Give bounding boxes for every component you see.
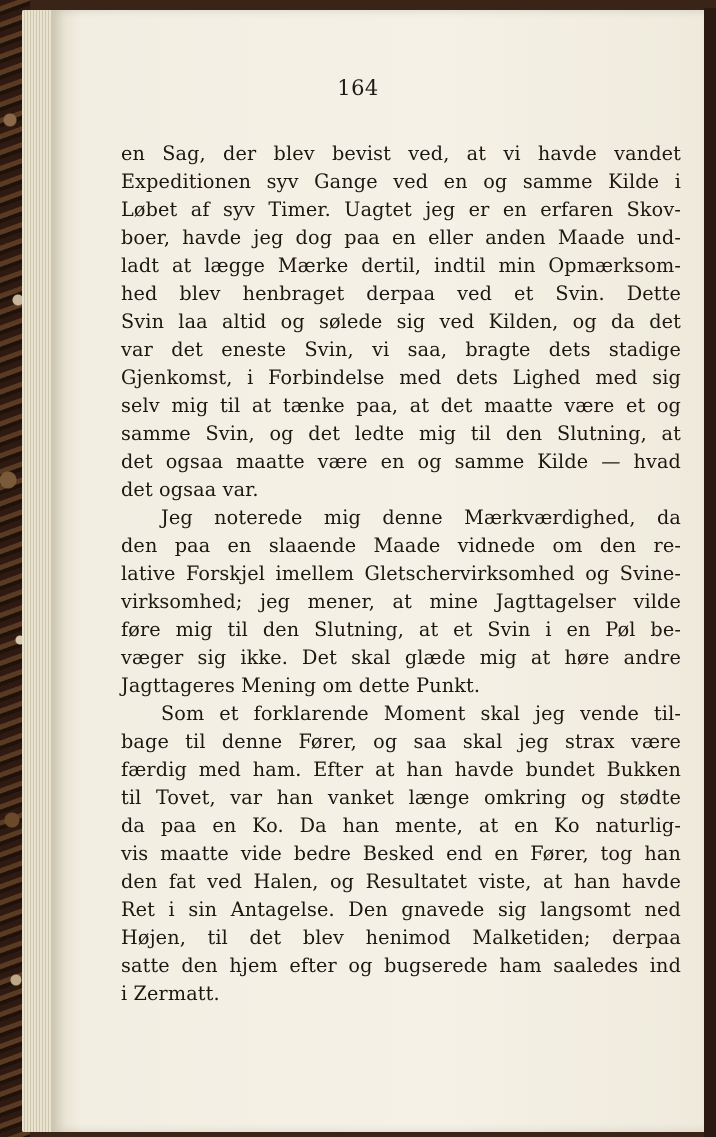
text-line: Jagttageres Mening om dette Punkt.: [121, 674, 481, 697]
text-line: føre mig til den Slutning, at et Svin i en Pøl be-: [121, 618, 681, 641]
text-line: bage til denne Fører, og saa skal jeg strax være: [121, 730, 681, 753]
text-line: Jeg noterede mig denne Mærkværdighed, da: [161, 506, 681, 529]
text-line: ladt at lægge Mærke dertil, indtil min Opmærksom-: [121, 254, 681, 277]
text-line: da paa en Ko. Da han mente, at en Ko naturlig-: [121, 814, 681, 837]
text-line: Som et forklarende Moment skal jeg vende til-: [161, 702, 681, 725]
text-line: færdig med ham. Efter at han havde bundet Bukken: [121, 758, 681, 781]
text-line: lative Forskjel imellem Gletschervirksomhed og Svine-: [121, 562, 681, 585]
text-line: hed blev henbraget derpaa ved et Svin. Dette: [121, 282, 681, 305]
text-line: Gjenkomst, i Forbindelse med dets Lighed med sig: [121, 366, 681, 389]
body-text: [121, 140, 681, 1008]
text-line: Svin laa altid og sølede sig ved Kilden, og da det: [121, 310, 681, 333]
text-line: samme Svin, og det ledte mig til den Slutning, at: [121, 422, 681, 445]
page-number: 164: [337, 76, 379, 100]
text-line: boer, havde jeg dog paa en eller anden Maade und-: [121, 226, 681, 249]
text-line: væger sig ikke. Det skal glæde mig at høre andre: [121, 646, 681, 669]
text-line: virksomhed; jeg mener, at mine Jagttagelser vilde: [121, 590, 681, 613]
text-line: var det eneste Svin, vi saa, bragte dets stadige: [121, 338, 681, 361]
text-line: selv mig til at tænke paa, at det maatte være et og: [121, 394, 681, 417]
text-line: Højen, til det blev henimod Malketiden; derpaa: [121, 926, 681, 949]
text-line: det ogsaa var.: [121, 478, 259, 501]
text-line: vis maatte vide bedre Besked end en Fører, tog han: [121, 842, 681, 865]
text-line: den fat ved Halen, og Resultatet viste, at han havde: [121, 870, 681, 893]
text-line: Ret i sin Antagelse. Den gnavede sig langsomt ned: [121, 898, 681, 921]
text-line: det ogsaa maatte være en og samme Kilde — hvad: [121, 450, 681, 473]
text-line: den paa en slaaende Maade vidnede om den re-: [121, 534, 681, 557]
text-line: Expeditionen syv Gange ved en og samme Kilde i: [121, 170, 681, 193]
text-line: Løbet af syv Timer. Uagtet jeg er en erfaren Skov-: [121, 198, 681, 221]
text-line: en Sag, der blev bevist ved, at vi havde vandet: [121, 142, 681, 165]
text-line: i Zermatt.: [121, 982, 220, 1005]
right-edge: [704, 8, 716, 1137]
text-line: til Tovet, var han vanket længe omkring og stødte: [121, 786, 681, 809]
text-line: satte den hjem efter og bugserede ham saaledes ind: [121, 954, 681, 977]
